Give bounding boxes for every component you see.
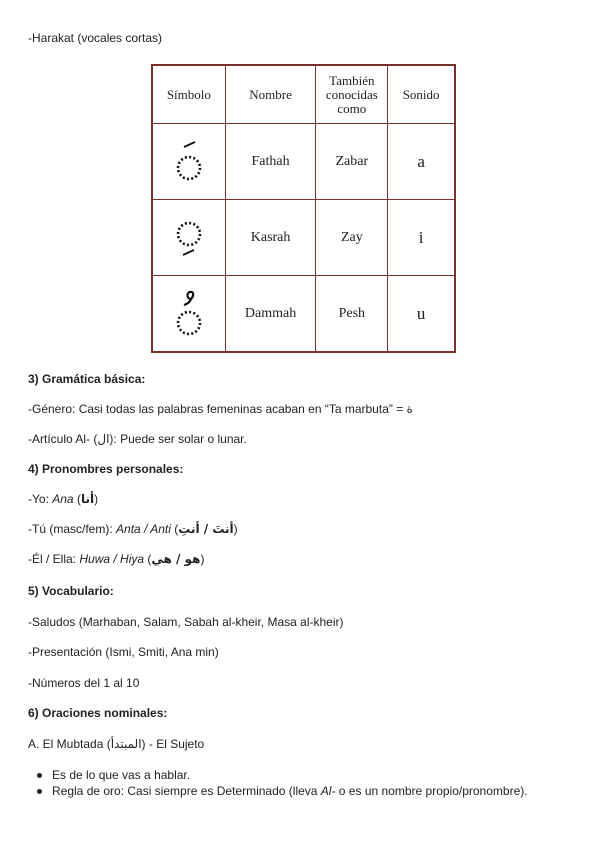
articulo-prefix: -Artículo Al- (: [28, 432, 98, 446]
header-sonido: Sonido: [388, 65, 455, 124]
bullet-italic: Al-: [320, 784, 336, 798]
row-sound: u: [388, 276, 455, 353]
header-tambien: También conocidas como: [316, 65, 388, 124]
header-nombre: Nombre: [225, 65, 316, 124]
mubtada-line: [28, 737, 204, 752]
harakat-section-title: -Harakat (vocales cortas): [28, 31, 163, 45]
mubtada-suffix: ) - El Sujeto: [141, 737, 205, 751]
yo-translit: Ana: [52, 492, 74, 506]
row-sound: i: [388, 200, 455, 276]
genero-line: [28, 402, 413, 417]
articulo-suffix: ): Puede ser solar o lunar.: [109, 432, 247, 446]
gramatica-title: 3) Gramática básica:: [28, 372, 146, 386]
bullet-text: Es de lo que vas a hablar.: [52, 768, 191, 782]
numeros-line: -Números del 1 al 10: [28, 676, 140, 690]
ta-marbuta-glyph: ة: [406, 402, 413, 416]
articulo-line: [28, 432, 247, 447]
genero-text: -Género: Casi todas las palabras femeninas acaban en “Ta marbuta” =: [28, 402, 407, 416]
tu-prefix: -Tú (masc/fem):: [28, 522, 117, 536]
harakat-table: [151, 64, 456, 353]
bullet-text-end: o es un nombre propio/pronombre).: [335, 784, 528, 798]
mubtada-prefix: A. El Mubtada (: [28, 737, 111, 751]
row-name: Kasrah: [225, 200, 316, 276]
table-row: [152, 276, 455, 353]
articulo-arabic: ال: [97, 432, 110, 446]
pronombres-title: 4) Pronombres personales:: [28, 462, 184, 476]
pronombre-el-line: -Él / Ella: Huwa / Hiya (هو / هي): [28, 552, 205, 566]
dammah-symbol-icon: [152, 276, 225, 353]
tu-translit: Anta / Anti: [116, 522, 171, 536]
yo-arabic: أنا: [80, 492, 95, 506]
list-item: [28, 783, 528, 799]
table-row: [152, 200, 455, 276]
row-aka: Zabar: [316, 124, 388, 200]
row-name: Fathah: [225, 124, 316, 200]
yo-prefix: -Yo:: [28, 492, 53, 506]
tu-arabic: أنتَ / أنتِ: [178, 522, 234, 536]
row-name: Dammah: [225, 276, 316, 353]
table-row: [152, 124, 455, 200]
mubtada-arabic: المبتدأ: [110, 737, 142, 751]
el-prefix: -Él / Ella:: [28, 552, 80, 566]
vocabulario-title: 5) Vocabulario:: [28, 584, 114, 598]
fathah-symbol-icon: [152, 124, 225, 200]
saludos-line: -Saludos (Marhaban, Salam, Sabah al-kheir, Masa al-kheir): [28, 615, 344, 629]
el-translit: Huwa / Hiya: [79, 552, 145, 566]
oraciones-title: 6) Oraciones nominales:: [28, 706, 168, 720]
kasrah-symbol-icon: [152, 200, 225, 276]
pronombre-yo-line: -Yo: Ana (أنا): [28, 492, 99, 506]
el-arabic: هو / هي: [151, 552, 201, 566]
row-aka: Zay: [316, 200, 388, 276]
presentacion-line: -Presentación (Ismi, Smiti, Ana min): [28, 645, 219, 659]
table-header-row: [152, 65, 455, 124]
mubtada-bullet-list: [28, 767, 528, 799]
bullet-text: Regla de oro: Casi siempre es Determinado (lleva: [52, 784, 321, 798]
row-sound: a: [388, 124, 455, 200]
row-aka: Pesh: [316, 276, 388, 353]
list-item: [28, 767, 528, 783]
pronombre-tu-line: -Tú (masc/fem): Anta / Anti (أنتَ / أنتِ): [28, 522, 238, 536]
header-simbolo: Símbolo: [152, 65, 225, 124]
